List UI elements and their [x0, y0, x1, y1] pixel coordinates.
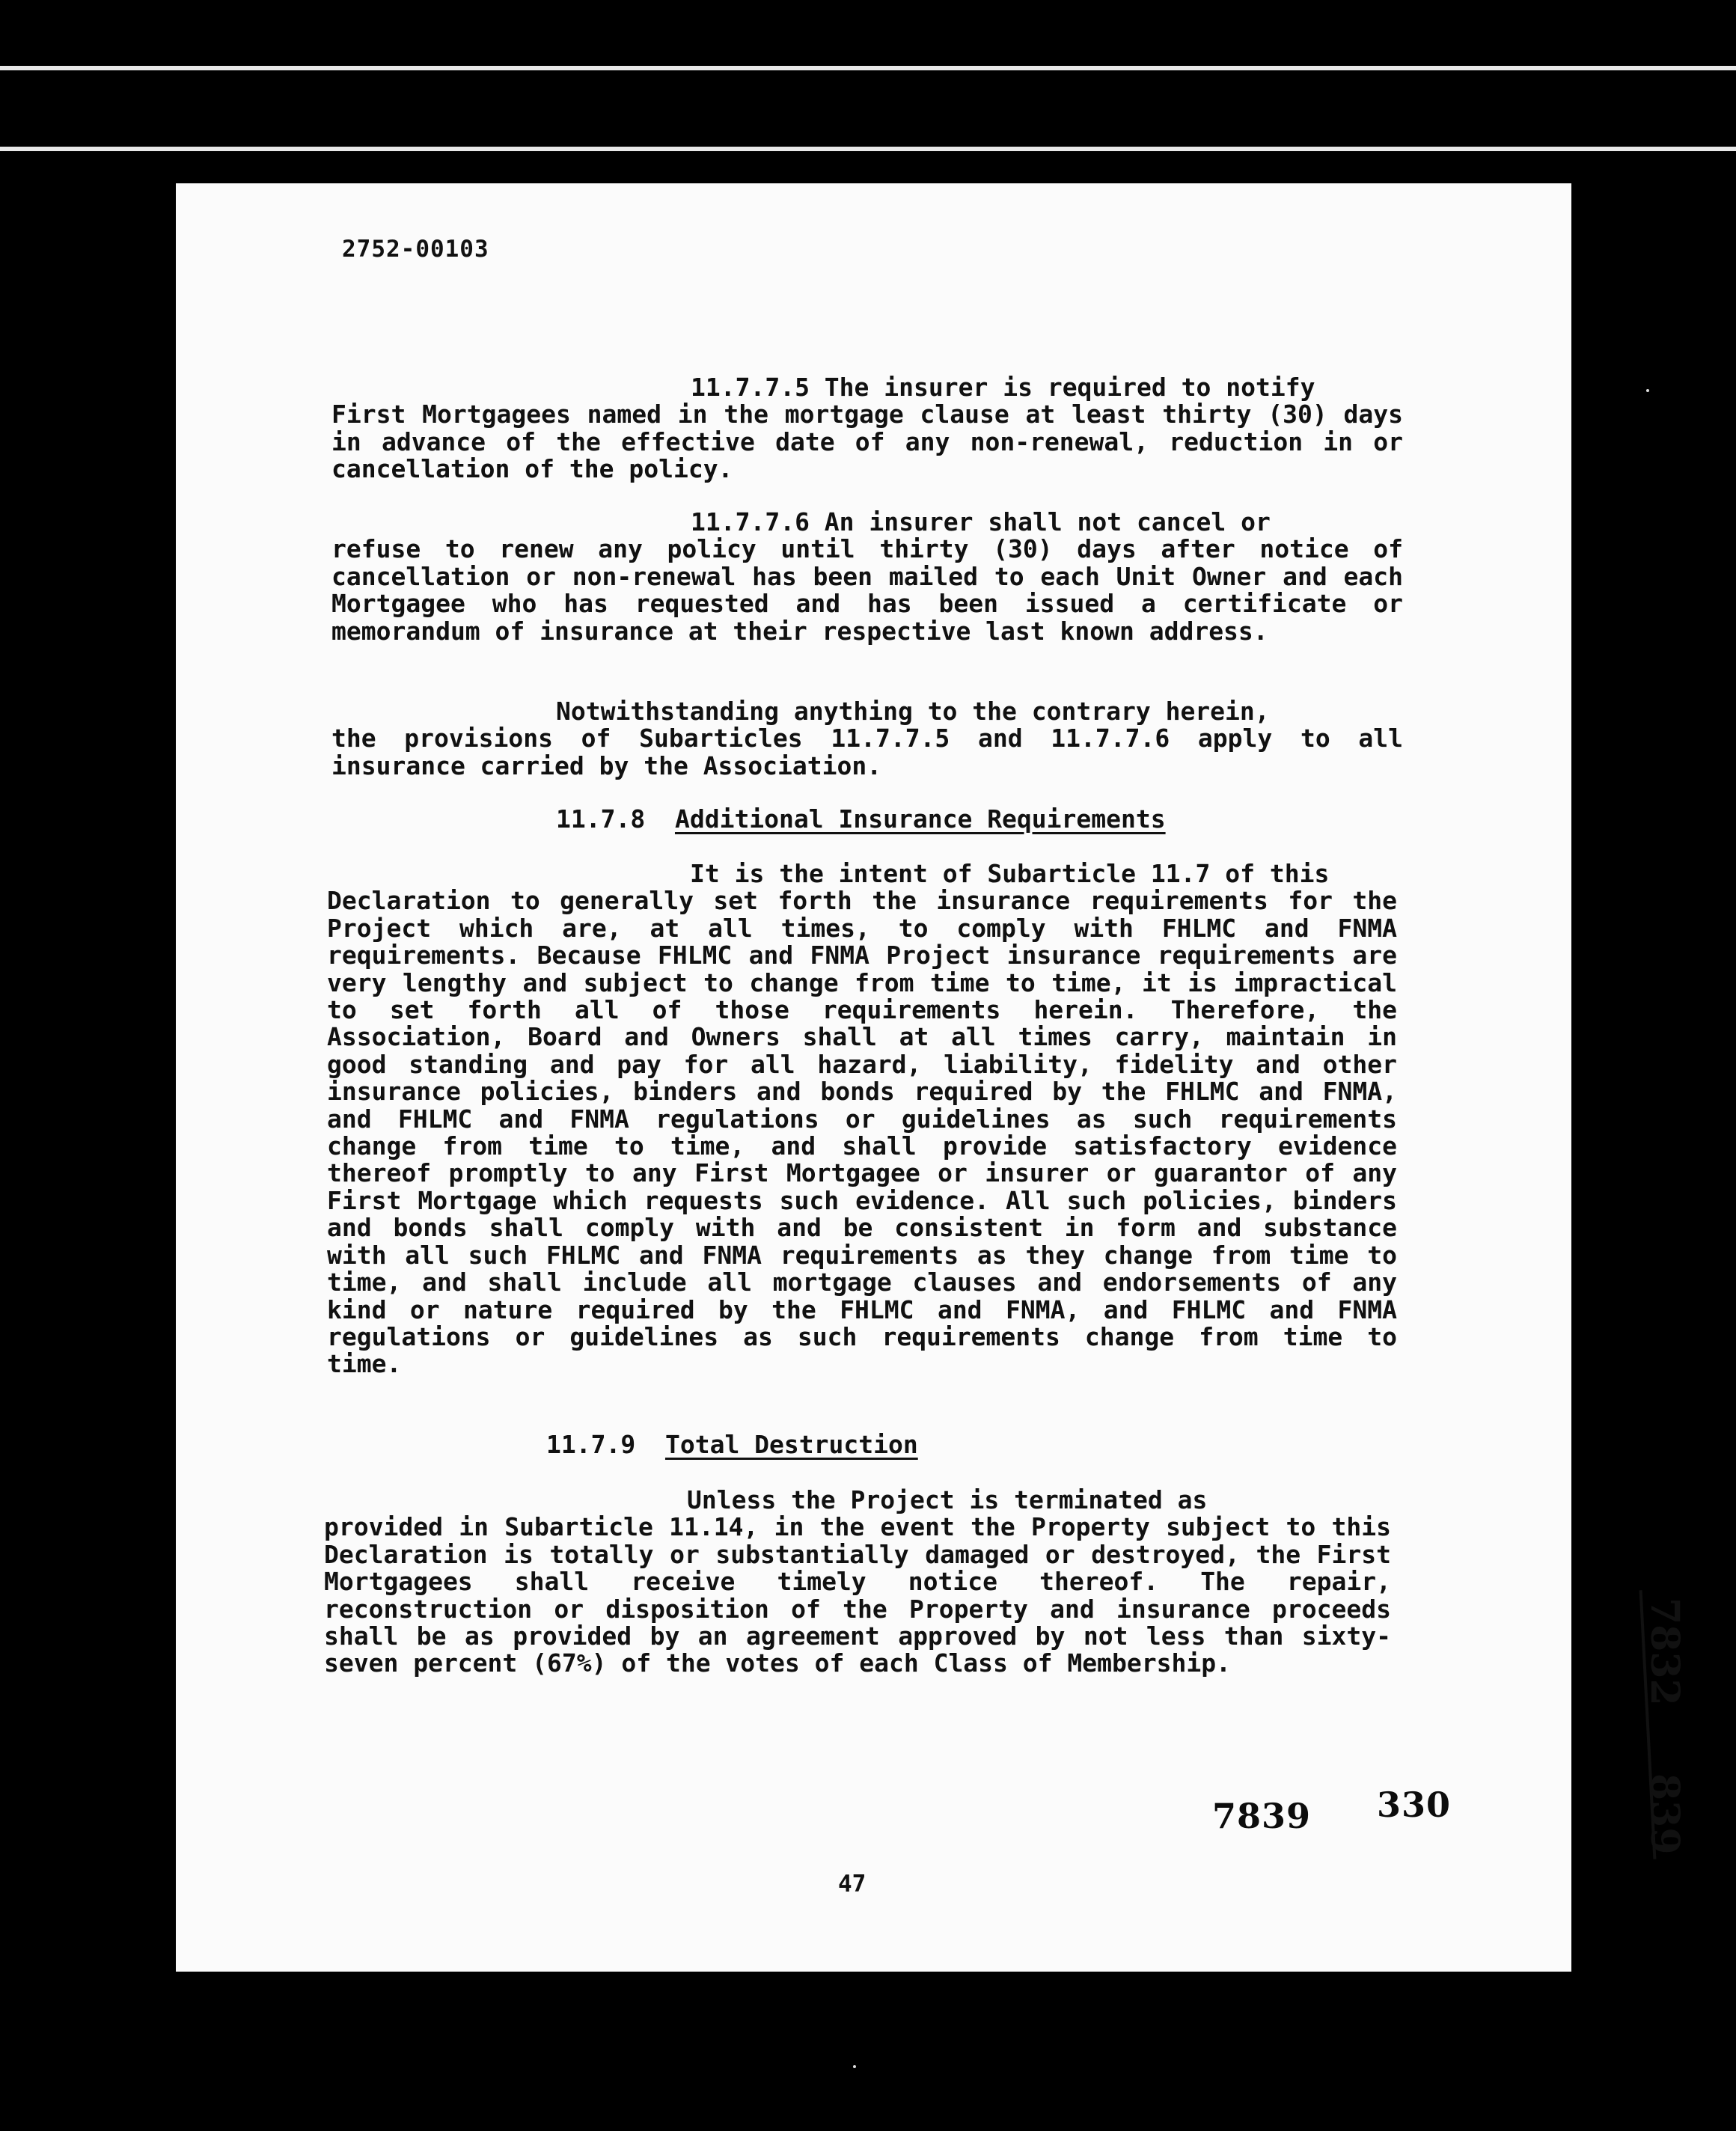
- page-number: 47: [838, 1871, 867, 1898]
- paragraph-11-7-7-6: [331, 509, 1403, 645]
- heading-11-7-8: [331, 806, 1403, 833]
- scan-speck: [853, 2065, 856, 2068]
- paragraph-lead: 11.7.7.5 The insurer is required to notify: [691, 373, 1315, 402]
- handwritten-margin-note: [1601, 1590, 1706, 1859]
- paragraph-lead: 11.7.7.6 An insurer shall not cancel or: [691, 507, 1271, 536]
- recording-stamp-book: 7839: [1212, 1796, 1312, 1836]
- paragraph-body: the provisions of Subarticles 11.7.7.5 and 11.7.7.6 apply to all insurance carried by the Association.: [331, 724, 1403, 780]
- document-id: 2752-00103: [342, 236, 489, 263]
- document-page: [176, 183, 1687, 1972]
- paragraph-body: provided in Subarticle 11.14, in the event the Property subject to this Declaration is totally or substantially damaged or destroyed, the First Mortgagees shall receive timely notice thereof. The repair, reconstruction or disposition of the Property and insurance proceeds shall be as provided by an agreement approved by not less than sixty-seven percent (67%) of the votes of each Class of Membership.: [324, 1512, 1391, 1678]
- scan-speck: [1646, 389, 1649, 392]
- section-title: Additional Insurance Requirements: [674, 804, 1166, 834]
- paragraph-body: refuse to renew any policy until thirty (30) days after notice of cancellation or non-renewal has been mailed to each Unit Owner and each Mortgagee who has requested and has been issued a certificate or memorandum of insurance at their respective last known address.: [331, 534, 1403, 646]
- paragraph-notwithstanding: [331, 698, 1403, 780]
- paragraph-11-7-8-body: [327, 860, 1397, 1378]
- section-number: 11.7.8: [556, 804, 646, 834]
- scan-second-rule: [0, 147, 1736, 151]
- section-number: 11.7.9: [546, 1430, 636, 1459]
- margin-note-top: 7832: [1642, 1598, 1687, 1706]
- paragraph-lead: Unless the Project is terminated as: [687, 1485, 1208, 1514]
- paragraph-body: First Mortgagees named in the mortgage clause at least thirty (30) days in advance of the effective date of any non-renewal, reduction in or cancellation of the policy.: [331, 400, 1403, 484]
- recording-stamp-page: 330: [1377, 1785, 1452, 1825]
- margin-note-bottom: 839: [1642, 1773, 1687, 1855]
- paragraph-lead: Notwithstanding anything to the contrary herein,: [556, 697, 1270, 726]
- scan-top-rule: [0, 66, 1736, 70]
- paragraph-11-7-9-body: [324, 1487, 1391, 1678]
- heading-11-7-9: [322, 1431, 1393, 1458]
- section-title: Total Destruction: [664, 1430, 918, 1459]
- paragraph-body: Declaration to generally set forth the insurance requirements for the Project which are, at all times, to comply with FHLMC and FNMA requirements. Because FHLMC and FNMA Project insurance requirements are very lengthy and subject to change from time to time, it is impractical to set forth all of those requirements herein. Therefore, the Association, Board and Owners shall at all times carry, maintain in good standing and pay for all hazard, liability, fidelity and other insurance policies, binders and bonds required by the FHLMC and FNMA, and FHLMC and FNMA regulations or guidelines as such requirements change from time to time, and shall provide satisfactory evidence thereof promptly to any First Mortgagee or insurer or guarantor of any First Mortgage which requests such evidence. All such policies, binders and bonds shall comply with and be consistent in form and substance with all such FHLMC and FNMA requirements as they change from time to time, and shall include all mortgage clauses and endorsements of any kind or nature required by the FHLMC and FNMA, and FHLMC and FNMA regulations or guidelines as such requirements change from time to time.: [327, 886, 1397, 1379]
- paragraph-lead: It is the intent of Subarticle 11.7 of this: [690, 859, 1330, 888]
- paragraph-11-7-7-5: [331, 374, 1403, 483]
